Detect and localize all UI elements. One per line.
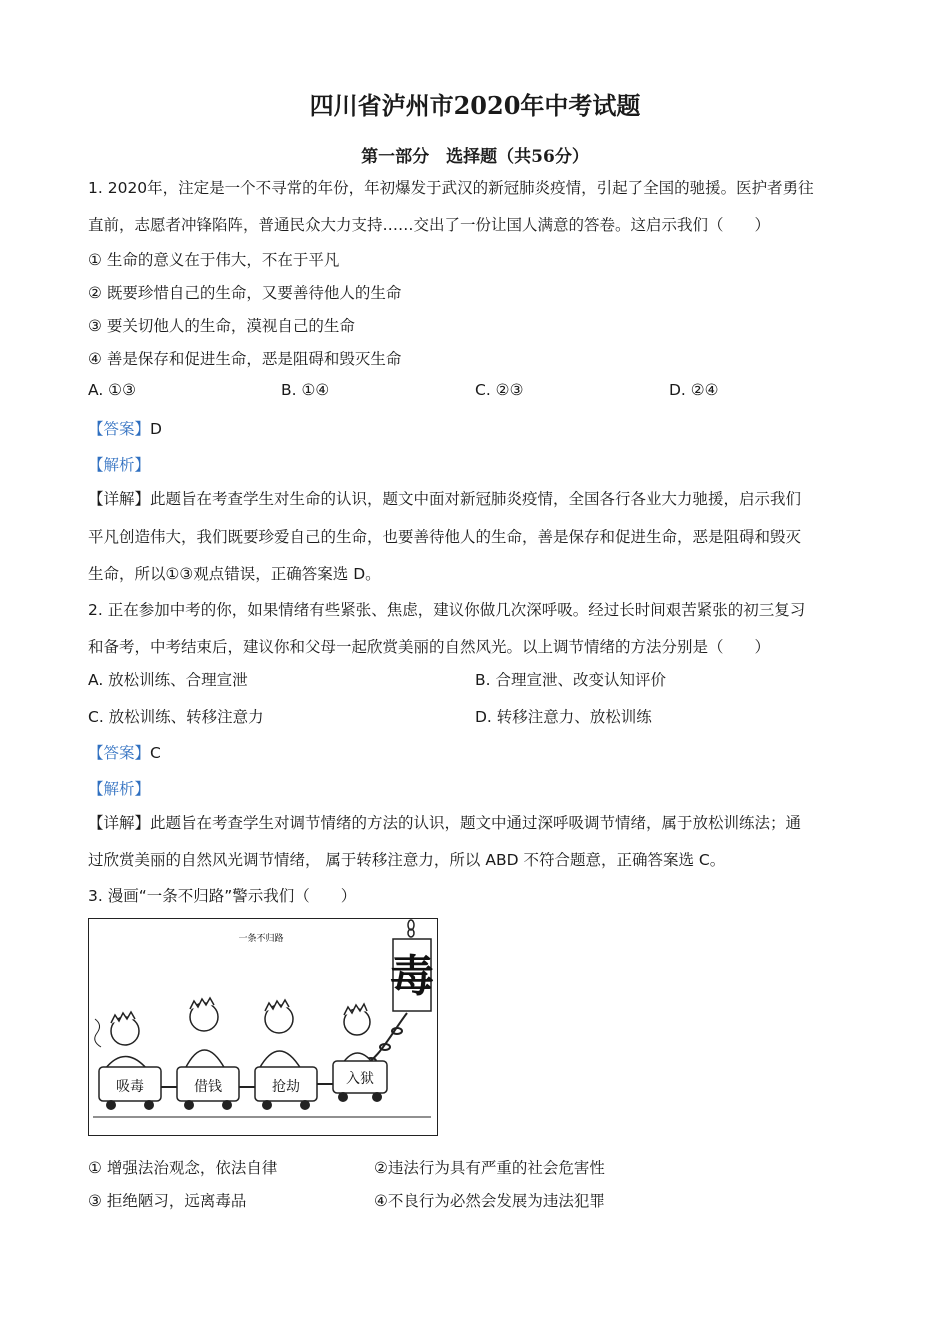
cartoon-drawing: [89, 919, 436, 1134]
detail-text: 此题旨在考查学生对调节情绪的方法的认识，题文中通过深呼吸调节情绪，属于放松训练法；通: [150, 814, 802, 832]
q1-detail-line1: [88, 487, 801, 509]
q2-option-d: D. 转移注意力、放松训练: [475, 708, 652, 726]
q2-option-c: C. 放松训练、转移注意力: [88, 708, 264, 726]
answer-tag: 【答案】: [88, 420, 151, 438]
cart-label: 借钱: [194, 1079, 222, 1095]
q1-statement-2: ② 既要珍惜自己的生命，又要善待他人的生命: [88, 284, 402, 302]
q1-analysis-tag: 【解析】: [88, 456, 151, 474]
cartoon-image: [88, 918, 438, 1136]
q1-option-c: C. ②③: [475, 381, 524, 399]
q1-statement-3: ③ 要关切他人的生命，漠视自己的生命: [88, 317, 355, 335]
detail-text: 此题旨在考查学生对生命的认识，题文中面对新冠肺炎疫情，全国各行各业大力驰援，启示我们: [150, 490, 802, 508]
q1-detail-line2: 平凡创造伟大，我们既要珍爱自己的生命，也要善待他人的生命，善是保存和促进生命，恶是阻碍和毁灭: [88, 528, 802, 546]
figures: [105, 998, 377, 1069]
q1-statement-4: ④ 善是保存和促进生命，恶是阻碍和毁灭生命: [88, 350, 402, 368]
answer-tag: 【答案】: [88, 744, 151, 762]
q2-detail-line2: 过欣赏美丽的自然风光调节情绪， 属于转移注意力，所以 ABD 不符合题意，正确答案选 C。: [88, 851, 726, 869]
q2-detail-line1: [88, 811, 801, 833]
q1-stem-line2: 直前，志愿者冲锋陷阵，普通民众大力支持……交出了一份让国人满意的答卷。这启示我们（ ）: [88, 216, 771, 234]
q2-stem-line2: 和备考，中考结束后，建议你和父母一起欣赏美丽的自然风光。以上调节情绪的方法分别是（ ）: [88, 638, 771, 656]
q3-statement-4: ④不良行为必然会发展为违法犯罪: [374, 1192, 605, 1210]
cartoon-caption: 一条不归路: [238, 934, 284, 944]
answer-value: D: [150, 420, 162, 438]
q1-option-d: D. ②④: [669, 381, 719, 399]
page-title: 四川省泸州市2020年中考试题: [309, 91, 641, 120]
q1-detail-line3: 生命，所以①③观点错误，正确答案选 D。: [88, 565, 381, 583]
chain-top: [408, 920, 414, 937]
q1-answer: [88, 417, 162, 439]
q2-stem-line1: 2. 正在参加中考的你，如果情绪有些紧张、焦虑，建议你做几次深呼吸。经过长时间艰苦紧张的初三复习: [88, 601, 806, 619]
q1-stem-line1: 1. 2020年，注定是一个不寻常的年份，年初爆发于武汉的新冠肺炎疫情，引起了全国的驰援。医护者勇往: [88, 179, 814, 197]
poison-sign-char: 毒: [390, 951, 434, 1002]
cart-label: 入狱: [346, 1071, 374, 1087]
q3-statement-3: ③ 拒绝陋习，远离毒品: [88, 1192, 247, 1210]
q2-answer: [88, 741, 161, 763]
smoke-icon: [95, 1019, 101, 1047]
cart-label: 吸毒: [116, 1079, 144, 1095]
q2-analysis-tag: 【解析】: [88, 780, 151, 798]
q3-stem: 3. 漫画“一条不归路”警示我们（ ）: [88, 887, 357, 905]
q1-option-b: B. ①④: [281, 381, 330, 399]
detail-tag: 【详解】: [88, 490, 151, 508]
detail-tag: 【详解】: [88, 814, 151, 832]
q1-statement-1: ① 生命的意义在于伟大，不在于平凡: [88, 251, 340, 269]
q1-option-a: A. ①③: [88, 381, 136, 399]
q3-statement-2: ②违法行为具有严重的社会危害性: [374, 1159, 605, 1177]
q2-option-a: A. 放松训练、合理宣泄: [88, 671, 248, 689]
section-heading: 第一部分 选择题（共56分）: [361, 147, 589, 167]
answer-value: C: [150, 744, 161, 762]
q2-option-b: B. 合理宣泄、改变认知评价: [475, 671, 666, 689]
q3-statement-1: ① 增强法治观念，依法自律: [88, 1159, 278, 1177]
cart-label: 抢劫: [272, 1079, 300, 1095]
